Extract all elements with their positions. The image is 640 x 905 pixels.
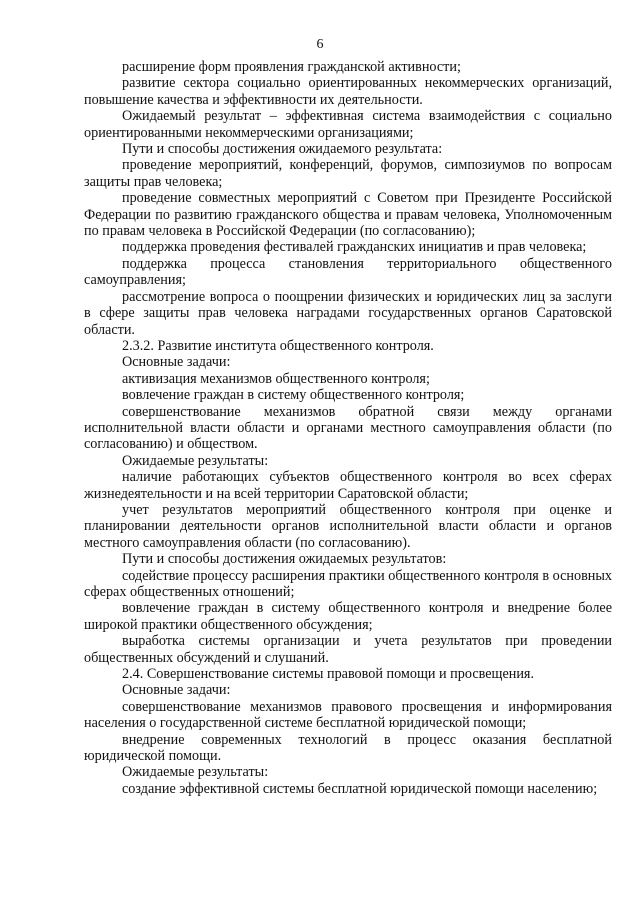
- subheading: Пути и способы достижения ожидаемых результатов:: [122, 551, 447, 568]
- subheading: Основные задачи:: [122, 682, 231, 699]
- paragraph: Ожидаемый результат – эффективная система взаимодействия с социально ориентированными некоммерческими организациями;: [84, 108, 612, 141]
- paragraph: развитие сектора социально ориентированных некоммерческих организаций, повышение качества и эффективности их деятельности.: [84, 75, 612, 108]
- subheading: Ожидаемые результаты:: [122, 764, 269, 781]
- paragraph: расширение форм проявления гражданской активности;: [122, 59, 461, 75]
- paragraph: совершенствование механизмов обратной связи между органами исполнительной власти области и органами местного самоуправления области (по согласованию) и обществом.: [84, 403, 612, 453]
- subheading: Ожидаемые результаты:: [122, 452, 269, 469]
- paragraph: выработка системы организации и учета результатов при проведении общественных обсуждений и слушаний.: [84, 633, 612, 666]
- paragraph: Пути и способы достижения ожидаемого результата:: [122, 141, 443, 158]
- paragraph: вовлечение граждан в систему общественного контроля;: [122, 387, 465, 404]
- paragraph: рассмотрение вопроса о поощрении физических и юридических лиц за заслуги в сфере защиты прав человека наградами государственных органов Саратовской области.: [84, 288, 612, 338]
- paragraph: внедрение современных технологий в процесс оказания бесплатной юридической помощи.: [84, 731, 612, 765]
- paragraph: содействие процессу расширения практики общественного контроля в основных сферах общественных отношений;: [84, 567, 612, 600]
- paragraph: создание эффективной системы бесплатной юридической помощи населению;: [122, 780, 598, 797]
- section-heading: 2.3.2. Развитие института общественного контроля.: [122, 337, 434, 354]
- paragraph: проведение мероприятий, конференций, форумов, симпозиумов по вопросам защиты прав человека;: [84, 157, 612, 190]
- document-body: [84, 59, 612, 797]
- paragraph: учет результатов мероприятий общественного контроля при оценке и планировании деятельности органов исполнительной власти области и органов местного самоуправления области (по согласованию).: [84, 501, 612, 551]
- section-heading: 2.4. Совершенствование системы правовой помощи и просвещения.: [122, 666, 535, 683]
- paragraph: вовлечение граждан в систему общественного контроля и внедрение более широкой практики общественного обсуждения;: [84, 600, 612, 633]
- page-number: 6: [316, 37, 324, 52]
- subheading: Основные задачи:: [122, 354, 231, 371]
- paragraph: совершенствование механизмов правового просвещения и информирования населения о государственной системе бесплатной юридической помощи;: [84, 698, 612, 732]
- paragraph: поддержка проведения фестивалей гражданских инициатив и прав человека;: [122, 239, 587, 256]
- paragraph: поддержка процесса становления территориального общественного самоуправления;: [84, 255, 612, 289]
- paragraph: наличие работающих субъектов общественного контроля во всех сферах жизнедеятельности и на всей территории Саратовской области;: [84, 469, 612, 502]
- paragraph: проведение совместных мероприятий с Советом при Президенте Российской Федерации по развитию гражданского общества и правам человека, Уполномоченным по правам человека в Российской Федерации (по согласованию);: [84, 190, 612, 240]
- paragraph: активизация механизмов общественного контроля;: [122, 370, 430, 387]
